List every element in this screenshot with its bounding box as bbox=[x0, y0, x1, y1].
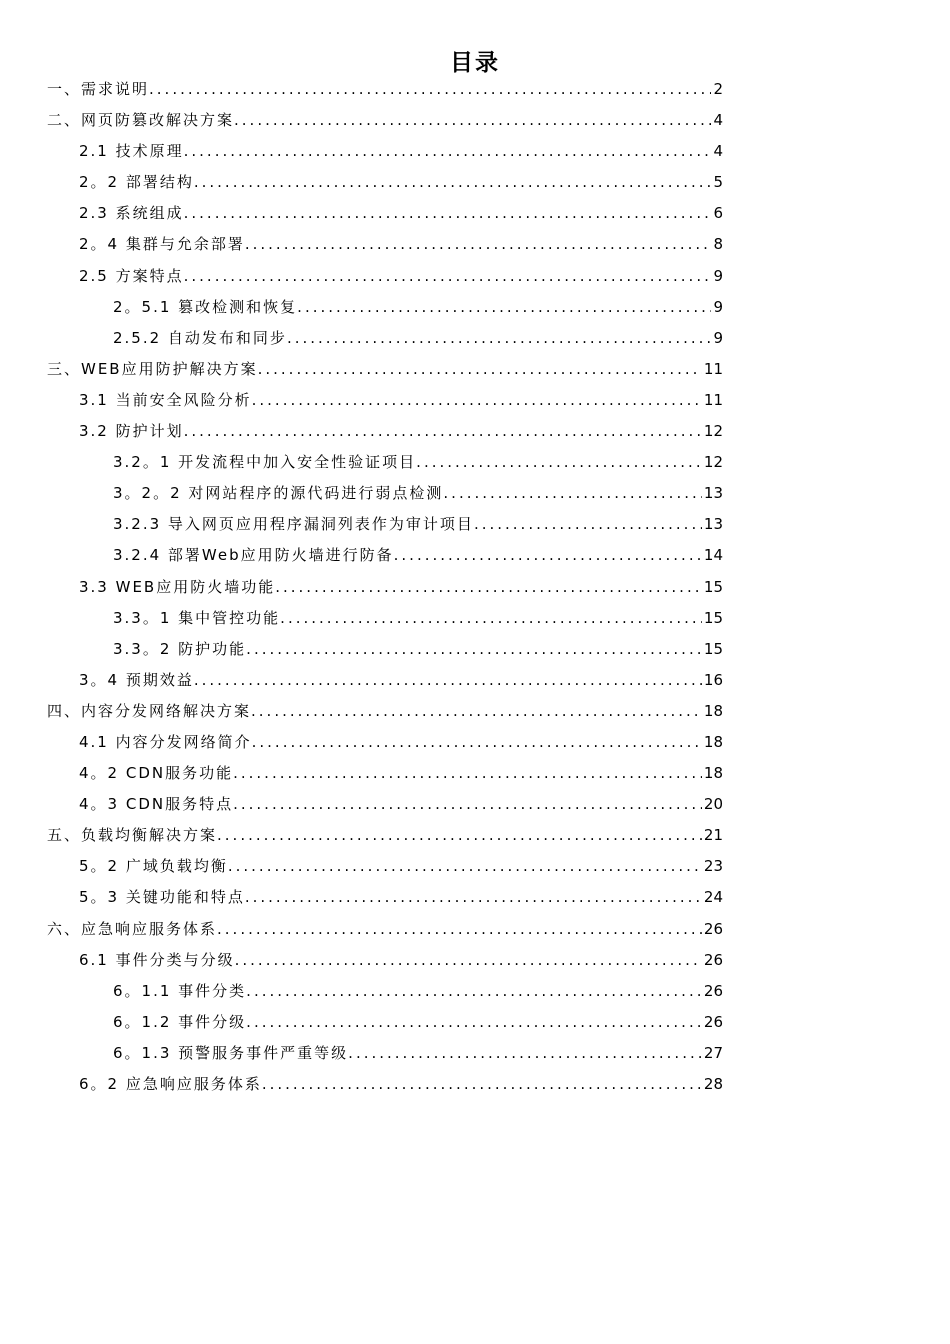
toc-entry-page: 26 bbox=[703, 950, 723, 969]
toc-entry[interactable] bbox=[47, 665, 723, 696]
toc-entry-text: 三、WEB应用防护解决方案 bbox=[47, 359, 258, 378]
toc-leader-dots bbox=[252, 727, 702, 758]
toc-leader-dots bbox=[348, 1038, 702, 1069]
toc-entry[interactable] bbox=[47, 105, 723, 136]
toc-entry[interactable] bbox=[47, 1069, 723, 1100]
toc-entry-text: 2.3 系统组成 bbox=[79, 204, 184, 223]
toc-entry-page: 12 bbox=[703, 422, 723, 441]
toc-entry-page: 6 bbox=[713, 204, 723, 223]
toc-entry[interactable] bbox=[47, 1007, 723, 1038]
toc-entry-text: 3.1 当前安全风险分析 bbox=[79, 390, 252, 409]
toc-entry-text: 3.3 WEB应用防火墙功能 bbox=[79, 577, 276, 596]
toc-title: 目录 bbox=[450, 50, 500, 76]
toc-entry-text: 2.5.2 自动发布和同步 bbox=[113, 328, 287, 347]
toc-leader-dots bbox=[275, 572, 702, 603]
toc-leader-dots bbox=[245, 229, 712, 260]
toc-entry[interactable] bbox=[47, 292, 723, 323]
toc-entry-page: 11 bbox=[703, 390, 723, 409]
toc-leader-dots bbox=[217, 914, 702, 945]
toc-entry-page: 28 bbox=[703, 1075, 723, 1093]
toc-entry-page: 20 bbox=[703, 795, 723, 814]
toc-entry-page: 2 bbox=[713, 80, 723, 98]
toc-entry[interactable] bbox=[47, 447, 723, 478]
toc-entry-text: 3.2.4 部署Web应用防火墙进行防备 bbox=[113, 546, 394, 565]
toc-entry[interactable] bbox=[47, 758, 723, 789]
toc-entry[interactable] bbox=[47, 789, 723, 820]
toc-entry[interactable] bbox=[47, 354, 723, 385]
toc-entry[interactable] bbox=[47, 198, 723, 229]
toc-entry-text: 6。1.2 事件分级 bbox=[113, 1012, 247, 1031]
toc-entry-text: 3.2。1 开发流程中加入安全性验证项目 bbox=[113, 453, 417, 472]
toc-leader-dots bbox=[184, 198, 712, 229]
toc-entry-page: 26 bbox=[703, 919, 723, 938]
toc-entry-text: 6。2 应急响应服务体系 bbox=[79, 1075, 262, 1093]
toc-entry-page: 15 bbox=[703, 608, 723, 627]
toc-entry-page: 26 bbox=[703, 1012, 723, 1031]
toc-leader-dots bbox=[280, 603, 702, 634]
toc-entry[interactable] bbox=[47, 478, 723, 509]
toc-entry-page: 12 bbox=[703, 453, 723, 472]
toc-entry-text: 3。4 预期效益 bbox=[79, 670, 194, 689]
toc-leader-dots bbox=[246, 1007, 702, 1038]
toc-leader-dots bbox=[233, 758, 702, 789]
toc-entry-text: 3.2.3 导入网页应用程序漏洞列表作为审计项目 bbox=[113, 515, 474, 534]
toc-entry[interactable] bbox=[47, 882, 723, 913]
toc-entry-page: 18 bbox=[703, 764, 723, 783]
toc-entry[interactable] bbox=[47, 509, 723, 540]
toc-entry-page: 5 bbox=[713, 173, 723, 192]
toc-entry[interactable] bbox=[47, 603, 723, 634]
toc-entry[interactable] bbox=[47, 540, 723, 571]
toc-leader-dots bbox=[252, 385, 702, 416]
toc-entry-text: 4。3 CDN服务特点 bbox=[79, 795, 234, 814]
toc-list bbox=[47, 74, 723, 1100]
toc-entry[interactable] bbox=[47, 416, 723, 447]
toc-entry-page: 11 bbox=[703, 359, 723, 378]
toc-entry-page: 24 bbox=[703, 888, 723, 907]
toc-entry[interactable] bbox=[47, 229, 723, 260]
toc-leader-dots bbox=[217, 820, 702, 851]
toc-entry-text: 2。5.1 篡改检测和恢复 bbox=[113, 297, 298, 316]
toc-entry-text: 2。2 部署结构 bbox=[79, 173, 194, 192]
toc-entry-page: 13 bbox=[703, 484, 723, 503]
toc-entry-text: 一、需求说明 bbox=[47, 80, 150, 98]
toc-entry-page: 8 bbox=[713, 235, 723, 254]
toc-entry-text: 5。3 关键功能和特点 bbox=[79, 888, 245, 907]
toc-entry-text: 4。2 CDN服务功能 bbox=[79, 764, 234, 783]
toc-entry-text: 3。2。2 对网站程序的源代码进行弱点检测 bbox=[113, 484, 444, 503]
toc-entry[interactable] bbox=[47, 385, 723, 416]
toc-leader-dots bbox=[394, 540, 702, 571]
toc-leader-dots bbox=[474, 509, 702, 540]
toc-leader-dots bbox=[184, 261, 712, 292]
toc-entry[interactable] bbox=[47, 634, 723, 665]
toc-entry[interactable] bbox=[47, 572, 723, 603]
toc-entry-text: 4.1 内容分发网络简介 bbox=[79, 732, 252, 751]
toc-leader-dots bbox=[194, 665, 702, 696]
toc-entry-text: 6。1.3 预警服务事件严重等级 bbox=[113, 1043, 349, 1062]
toc-entry-text: 5。2 广域负载均衡 bbox=[79, 857, 228, 876]
toc-entry[interactable] bbox=[47, 727, 723, 758]
toc-entry[interactable] bbox=[47, 976, 723, 1007]
toc-entry-page: 14 bbox=[703, 546, 723, 565]
toc-leader-dots bbox=[258, 354, 702, 385]
toc-entry-text: 2。4 集群与允余部署 bbox=[79, 235, 245, 254]
toc-entry-page: 26 bbox=[703, 981, 723, 1000]
toc-leader-dots bbox=[233, 789, 702, 820]
toc-leader-dots bbox=[235, 945, 702, 976]
toc-entry-text: 6.1 事件分类与分级 bbox=[79, 950, 235, 969]
toc-entry-page: 16 bbox=[703, 670, 723, 689]
toc-leader-dots bbox=[234, 105, 711, 136]
toc-leader-dots bbox=[246, 976, 702, 1007]
toc-entry[interactable] bbox=[47, 167, 723, 198]
toc-entry-text: 3.2 防护计划 bbox=[79, 422, 184, 441]
toc-entry-text: 五、负载均衡解决方案 bbox=[47, 826, 218, 845]
toc-entry-text: 四、内容分发网络解决方案 bbox=[47, 701, 252, 720]
toc-entry-page: 4 bbox=[713, 111, 723, 130]
toc-leader-dots bbox=[416, 447, 702, 478]
toc-entry-page: 4 bbox=[713, 142, 723, 161]
toc-entry[interactable] bbox=[47, 914, 723, 945]
toc-entry-text: 二、网页防篡改解决方案 bbox=[47, 111, 235, 130]
toc-entry-page: 21 bbox=[703, 826, 723, 845]
toc-entry-text: 六、应急响应服务体系 bbox=[47, 919, 218, 938]
toc-entry-page: 9 bbox=[713, 266, 723, 285]
toc-entry[interactable] bbox=[47, 136, 723, 167]
toc-entry-text: 3.3。2 防护功能 bbox=[113, 639, 247, 658]
toc-leader-dots bbox=[262, 1069, 702, 1100]
toc-entry[interactable] bbox=[47, 261, 723, 292]
toc-leader-dots bbox=[184, 136, 712, 167]
toc-entry-text: 6。1.1 事件分类 bbox=[113, 981, 247, 1000]
toc-entry[interactable] bbox=[47, 945, 723, 976]
toc-entry-page: 15 bbox=[703, 639, 723, 658]
toc-leader-dots bbox=[246, 634, 702, 665]
toc-leader-dots bbox=[149, 74, 711, 105]
toc-leader-dots bbox=[287, 323, 712, 354]
toc-leader-dots bbox=[245, 882, 702, 913]
toc-leader-dots bbox=[194, 167, 712, 198]
toc-entry[interactable] bbox=[47, 74, 723, 105]
toc-entry-text: 2.5 方案特点 bbox=[79, 266, 184, 285]
toc-entry-text: 2.1 技术原理 bbox=[79, 142, 184, 161]
toc-entry-page: 18 bbox=[703, 701, 723, 720]
toc-leader-dots bbox=[443, 478, 702, 509]
toc-entry[interactable] bbox=[47, 696, 723, 727]
toc-entry-page: 9 bbox=[713, 328, 723, 347]
toc-entry[interactable] bbox=[47, 1038, 723, 1069]
toc-leader-dots bbox=[251, 696, 702, 727]
toc-leader-dots bbox=[297, 292, 711, 323]
toc-entry-page: 23 bbox=[703, 857, 723, 876]
toc-entry-page: 27 bbox=[703, 1043, 723, 1062]
toc-entry-text: 3.3。1 集中管控功能 bbox=[113, 608, 281, 627]
toc-leader-dots bbox=[228, 851, 702, 882]
toc-entry[interactable] bbox=[47, 820, 723, 851]
toc-leader-dots bbox=[184, 416, 702, 447]
toc-entry-page: 13 bbox=[703, 515, 723, 534]
toc-entry-page: 9 bbox=[713, 297, 723, 316]
toc-entry[interactable] bbox=[47, 323, 723, 354]
toc-entry-page: 18 bbox=[703, 732, 723, 751]
toc-entry[interactable] bbox=[47, 851, 723, 882]
toc-entry-page: 15 bbox=[703, 577, 723, 596]
